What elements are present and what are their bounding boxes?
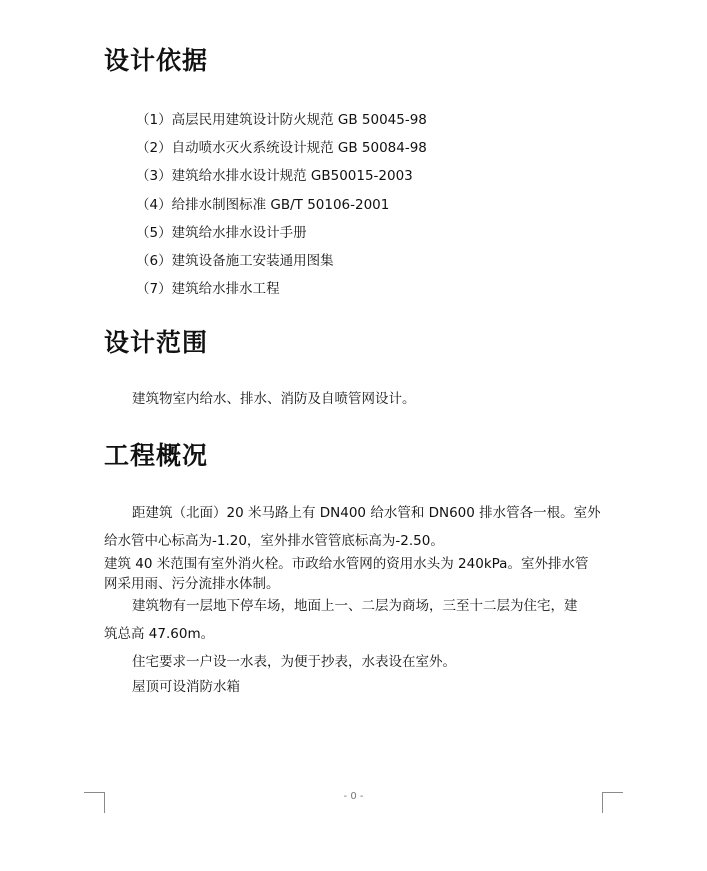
overview-line: 网采用雨、污分流排水体制。 (104, 576, 280, 592)
reference-item: （6）建筑设备施工安装通用图集 (136, 252, 334, 269)
reference-item: （2）自动喷水灭火系统设计规范 GB 50084-98 (136, 140, 427, 157)
overview-line: 建筑 40 米范围有室外消火栓。市政给水管网的资用水头为 240kPa。室外排水管 (104, 556, 589, 572)
heading-project-overview: 工程概况 (104, 441, 209, 470)
reference-item: （1）高层民用建筑设计防火规范 GB 50045-98 (136, 112, 427, 128)
overview-line: 屋顶可设消防水箱 (132, 679, 240, 695)
reference-item: （5）建筑给水排水设计手册 (136, 224, 307, 241)
scope-paragraph: 建筑物室内给水、排水、消防及自喷管网设计。 (132, 391, 416, 407)
overview-line: 住宅要求一户设一水表，为便于抄表，水表设在室外。 (132, 654, 456, 670)
overview-line: 距建筑（北面）20 米马路上有 DN400 给水管和 DN600 排水管各一根。室外 (132, 505, 601, 521)
overview-line: 建筑物有一层地下停车场，地面上一、二层为商场，三至十二层为住宅，建 (132, 598, 578, 614)
heading-design-basis: 设计依据 (104, 46, 209, 75)
heading-design-scope: 设计范围 (104, 328, 209, 357)
reference-item: （3）建筑给水排水设计规范 GB50015-2003 (136, 168, 413, 185)
overview-line: 给水管中心标高为-1.20，室外排水管管底标高为-2.50。 (104, 533, 444, 549)
reference-item: （7）建筑给水排水工程 (136, 281, 280, 298)
reference-list (136, 106, 427, 303)
page-number: - 0 - (343, 791, 364, 802)
overview-line: 筑总高 47.60m。 (104, 626, 215, 642)
reference-item: （4）给排水制图标准 GB/T 50106-2001 (136, 196, 390, 213)
